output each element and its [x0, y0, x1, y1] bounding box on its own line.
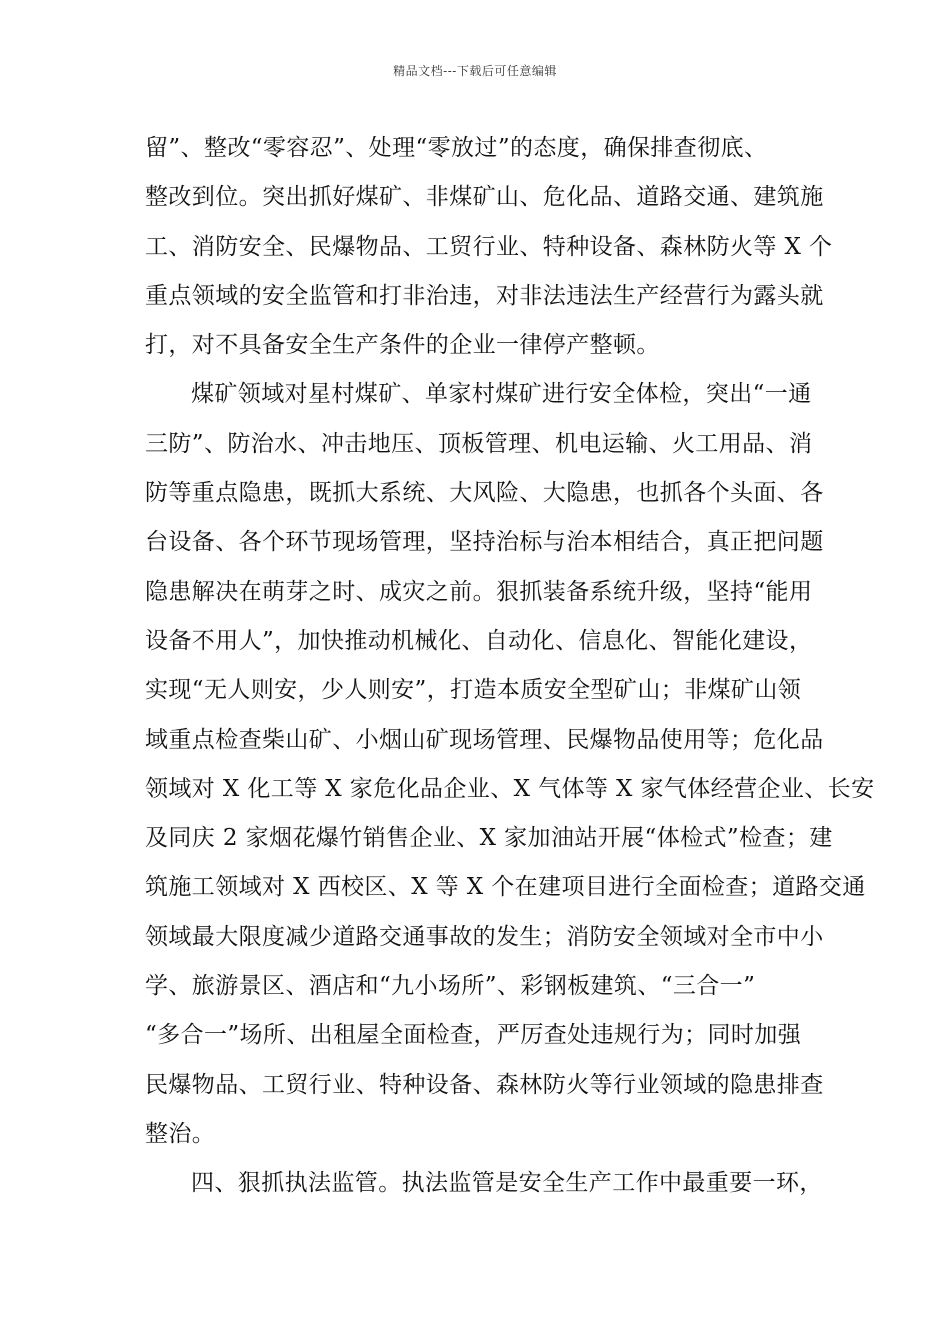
paragraph-line: 打，对不具备安全生产条件的企业一律停产整顿。 — [145, 332, 660, 359]
paragraph-line: 领域对 X 化工等 X 家危化品企业、X 气体等 X 家气体经营企业、长安 — [145, 775, 875, 802]
paragraph-line: 留”、整改“零容忍”、处理“零放过”的态度，确保排查彻底、 — [145, 135, 768, 161]
page-header: 精品文档---下载后可任意编辑 — [393, 64, 557, 78]
paragraph-line: 筑施工领域对 X 西校区、X 等 X 个在建项目进行全面检查；道路交通 — [145, 874, 866, 901]
paragraph-line: 设备不用人”，加快推动机械化、自动化、信息化、智能化建设， — [145, 627, 813, 654]
paragraph-line: 学、旅游景区、酒店和“九小场所”、彩钢板建筑、“三合一” — [145, 973, 756, 1000]
paragraph-line: “多合一”场所、出租屋全面检查，严厉查处违规行为；同时加强 — [145, 1022, 802, 1049]
paragraph-line: 防等重点隐患，既抓大系统、大风险、大隐患，也抓各个头面、各 — [145, 480, 824, 507]
paragraph-line: 领域最大限度减少道路交通事故的发生；消防安全领域对全市中小 — [145, 923, 824, 950]
paragraph-line: 民爆物品、工贸行业、特种设备、森林防火等行业领域的隐患排查 — [145, 1071, 824, 1098]
paragraph-line: 重点领域的安全监管和打非治违，对非法违法生产经营行为露头就 — [145, 282, 824, 309]
paragraph-first-line: 煤矿领域对星村煤矿、单家村煤矿进行安全体检，突出“一通 — [191, 381, 812, 408]
paragraph-line: 工、消防安全、民爆物品、工贸行业、特种设备、森林防火等 X 个 — [145, 233, 833, 260]
paragraph-line: 实现“无人则安，少人则安”，打造本质安全型矿山；非煤矿山领 — [145, 677, 802, 704]
document-body — [145, 128, 875, 1213]
paragraph-line: 整改到位。突出抓好煤矿、非煤矿山、危化品、道路交通、建筑施 — [145, 184, 824, 211]
paragraph-line: 三防”、防治水、冲击地压、顶板管理、机电运输、火工用品、消 — [145, 430, 813, 457]
paragraph-line: 域重点检查柴山矿、小烟山矿现场管理、民爆物品使用等；危化品 — [145, 726, 824, 753]
paragraph-line: 及同庆 2 家烟花爆竹销售企业、X 家加油站开展“体检式”检查；建 — [145, 825, 833, 852]
paragraph-line: 整治。 — [145, 1120, 216, 1147]
paragraph-line: 隐患解决在萌芽之时、成灾之前。狠抓装备系统升级，坚持“能用 — [145, 578, 813, 605]
section-heading-line: 四、狠抓执法监管。执法监管是安全生产工作中最重要一环， — [191, 1170, 823, 1197]
paragraph-line: 台设备、各个环节现场管理，坚持治标与治本相结合，真正把问题 — [145, 529, 824, 556]
